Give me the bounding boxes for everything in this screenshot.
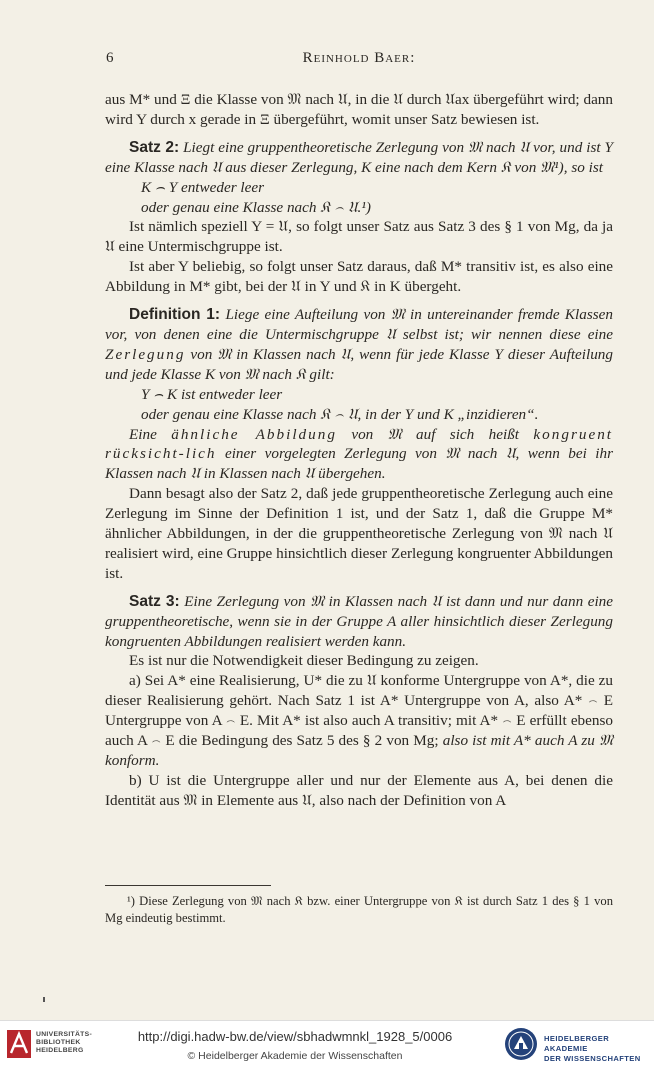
footnote: [105, 893, 613, 927]
term-kongruent: kongruent rücksicht-lich: [105, 425, 614, 463]
theorem-statement: Liegt eine gruppentheoretische Zerlegung von 𝔐 nach 𝔘 vor, und ist Y eine Klasse nach 𝔘 aus dieser Zerlegung, K eine nach dem Kern 𝔎 von 𝔐¹), so ist: [105, 138, 613, 176]
theorem-satz-2: [105, 138, 613, 178]
paragraph-proof-special: Ist nämlich speziell Y = 𝔘, so folgt unser Satz aus Satz 3 des § 1 von Mg, da ja 𝔘 eine Untermischgruppe ist.: [105, 218, 613, 256]
paragraph-summary: Dann besagt also der Satz 2, daß jede gruppentheoretische Zerlegung auch eine Zerlegung im Sinne der Definition 1 ist, und der Satz 1, daß die Gruppe M* ähnlicher Abbildungen, in der die gruppentheoretische Zerlegung von 𝔐 nach 𝔘 realisiert wird, eine Gruppe hinsichtlich dieser Zerlegung kongruenter Abbildungen ist.: [105, 485, 613, 582]
theorem-label: Satz 3:: [129, 592, 180, 610]
definition-1: [105, 305, 613, 385]
paragraph-kongruent: [105, 425, 613, 485]
permalink-url[interactable]: http://digi.hadw-bw.de/view/sbhadwmnkl_1928_5/0006: [137, 1029, 453, 1044]
theorem-satz-3: [105, 592, 613, 652]
definition-text-a: Liege eine Aufteilung von 𝔐 in untereinander fremde Klassen vor, von denen eine die Untermischgruppe 𝔘 selbst ist; wir nennen diese eine: [105, 306, 614, 343]
text-fragment: Eine: [129, 425, 157, 443]
page-number: 6: [106, 50, 114, 66]
university-library-logo-icon: [6, 1029, 32, 1059]
term-aehnliche-abbildung: ähnliche Abbildung: [171, 425, 337, 443]
text-fragment: a) Sei A* eine Realisierung, U* die zu 𝔘 konforme Untergruppe von A*, die zu dieser Realisierung gehört. Nach Satz 1 ist A* Untergruppe von A, also A* ⌢ E Untergruppe von A ⌢ E. Mit A* ist also auch A transitiv; mit A* ⌢ E erfüllt ebenso auch A ⌢ E die Bedingung des Satz 5 des § 2 von Mg;: [105, 672, 613, 750]
scan-speck: [43, 997, 45, 1002]
paragraph-necessity: Es ist nur die Notwendigkeit dieser Bedingung zu zeigen.: [129, 652, 479, 670]
definition-term: Zerlegung: [105, 345, 186, 363]
text-fragment-italic: also ist mit A* auch A zu 𝔐 konform.: [105, 732, 613, 769]
copyright-notice: © Heidelberger Akademie der Wissenschaften: [187, 1050, 403, 1062]
page-body: [105, 90, 613, 811]
academy-name: HEIDELBERGER AKADEMIE DER WISSENSCHAFTEN: [544, 1034, 641, 1063]
theorem-label: Satz 2:: [129, 138, 180, 156]
footnote-rule: [105, 885, 271, 886]
theorem-condition-1: K ⌢ Y entweder leer: [141, 178, 265, 196]
university-library-name: UNIVERSITÄTS- BIBLIOTHEK HEIDELBERG: [36, 1031, 93, 1054]
footnote-text: ¹) Diese Zerlegung von 𝔐 nach 𝔎 bzw. einer Untergruppe von 𝔎 ist durch Satz 1 des § 1 von Mg eindeutig bestimmt.: [105, 894, 613, 925]
theorem-condition-2: oder genau eine Klasse nach 𝔎 ⌢ 𝔘.¹): [141, 198, 371, 216]
paragraph-part-b: b) U ist die Untergruppe aller und nur der Elemente aus A, bei denen die Identität aus 𝔐 in Elemente aus 𝔘, also nach der Definition von A: [105, 771, 613, 809]
academy-seal-icon: [504, 1027, 538, 1061]
definition-condition-2: oder genau eine Klasse nach 𝔎 ⌢ 𝔘, in der Y und K „inzidieren“.: [141, 405, 539, 423]
definition-condition-1: Y ⌢ K ist entweder leer: [141, 385, 283, 403]
definition-text-b: von 𝔐 in Klassen nach 𝔘, wenn für jede Klasse Y dieser Aufteilung und jede Klasse K von 𝔐 nach 𝔎 gilt:: [105, 345, 613, 383]
viewer-footer-bar: [0, 1020, 654, 1068]
text-fragment: von 𝔐 auf sich heißt: [351, 425, 520, 443]
paragraph-proof-general: Ist aber Y beliebig, so folgt unser Satz daraus, daß M* transitiv ist, es also eine Abbildung in M* gibt, bei der 𝔘 in Y und 𝔎 in K übergeht.: [105, 258, 613, 296]
definition-label: Definition 1:: [129, 306, 221, 324]
text-fragment: einer vorgelegten Zerlegung von 𝔐 nach 𝔘, wenn bei ihr Klassen nach 𝔘 in Klassen nach 𝔘 übergehen.: [105, 445, 614, 483]
running-title: Reinhold Baer:: [302, 50, 416, 66]
paragraph-part-a: [105, 671, 613, 771]
theorem-statement: Eine Zerlegung von 𝔐 in Klassen nach 𝔘 ist dann und nur dann eine gruppentheoretische, wenn sie in der Gruppe A aller hinsichtlich dieser Zerlegung kongruenten Abbildungen realisiert werden kann.: [105, 592, 614, 650]
paragraph-proof-end: aus M* und Ξ die Klasse von 𝔐 nach 𝔘, in die 𝔘 durch 𝔘ax übergeführt wird; dann wird Y durch x gerade in Ξ übergeführt, womit unser Satz bewiesen ist.: [105, 91, 613, 128]
